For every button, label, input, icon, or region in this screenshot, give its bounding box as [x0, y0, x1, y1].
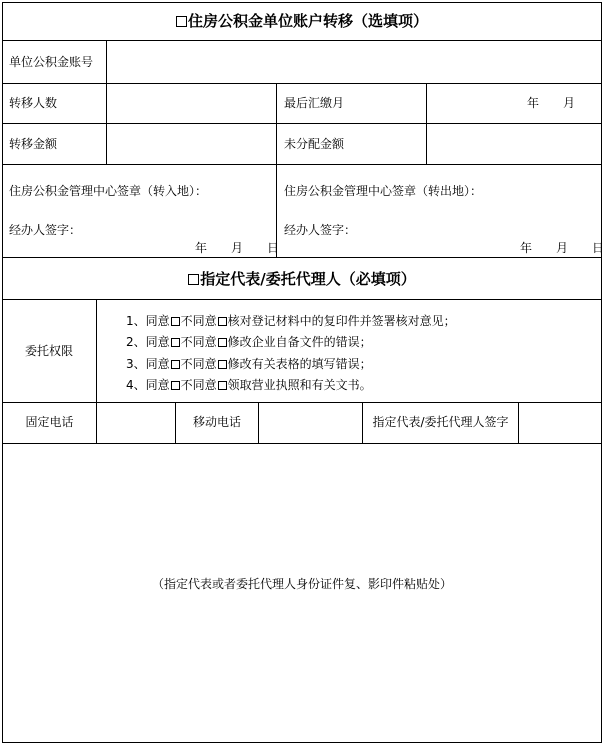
- signer-in-label: 经办人签字：: [9, 223, 82, 237]
- mobile-label: 移动电话: [192, 415, 241, 429]
- last-month-label: 最后汇缴月: [284, 96, 345, 110]
- item-number: 3、: [126, 357, 146, 371]
- agree-checkbox[interactable]: [171, 360, 180, 369]
- signature-field[interactable]: [519, 403, 601, 443]
- date-out: 年 月 日: [520, 241, 604, 255]
- divider: [2, 83, 602, 84]
- authority-item-1: [126, 314, 456, 328]
- section1-checkbox[interactable]: [176, 16, 187, 27]
- authority-item-2: [126, 335, 372, 349]
- id-paste-note: （指定代表或者委托代理人身份证件复、影印件粘贴处）: [151, 577, 452, 591]
- transfer-amount-label: 转移金额: [9, 137, 58, 151]
- signature-label: 指定代表/委托代理人签字: [372, 415, 509, 429]
- authority-item-3: [126, 357, 372, 371]
- border-right: [601, 2, 602, 743]
- divider: [276, 83, 277, 257]
- section1-title-text: 住房公积金单位账户转移（选填项）: [187, 12, 428, 30]
- section2-title-text: 指定代表/委托代理人（必填项）: [200, 270, 416, 288]
- item-number: 4、: [126, 378, 146, 392]
- item-number: 1、: [126, 314, 146, 328]
- mobile-field[interactable]: [259, 403, 362, 443]
- item-text: 修改有关表格的填写错误；: [227, 357, 372, 371]
- section1-title: [0, 11, 604, 31]
- item-number: 2、: [126, 335, 146, 349]
- disagree-label: 不同意: [180, 378, 217, 392]
- disagree-checkbox[interactable]: [218, 381, 227, 390]
- agree-checkbox[interactable]: [171, 381, 180, 390]
- transfer-amount-field[interactable]: [107, 124, 276, 164]
- authority-label: 委托权限: [25, 344, 74, 358]
- agree-label: 同意: [145, 357, 170, 371]
- signer-out-label: 经办人签字：: [284, 223, 357, 237]
- disagree-label: 不同意: [180, 357, 217, 371]
- transfer-count-label: 转移人数: [9, 96, 58, 110]
- unallocated-label: 未分配金额: [284, 137, 345, 151]
- divider: [2, 299, 602, 300]
- divider: [2, 164, 602, 165]
- date-in: 年 月 日: [195, 241, 280, 255]
- agree-checkbox[interactable]: [171, 338, 180, 347]
- transfer-count-field[interactable]: [107, 84, 276, 123]
- agree-checkbox[interactable]: [171, 317, 180, 326]
- agree-label: 同意: [145, 378, 170, 392]
- disagree-label: 不同意: [180, 314, 217, 328]
- agree-label: 同意: [145, 314, 170, 328]
- section2-title: [0, 269, 604, 289]
- disagree-label: 不同意: [180, 335, 217, 349]
- section2-checkbox[interactable]: [188, 274, 199, 285]
- agree-label: 同意: [145, 335, 170, 349]
- landline-field[interactable]: [97, 403, 175, 443]
- last-month-date: 年 月: [527, 96, 576, 110]
- id-paste-area[interactable]: [3, 444, 601, 742]
- landline-label: 固定电话: [25, 415, 74, 429]
- disagree-checkbox[interactable]: [218, 338, 227, 347]
- border-bottom: [2, 742, 602, 743]
- disagree-checkbox[interactable]: [218, 360, 227, 369]
- disagree-checkbox[interactable]: [218, 317, 227, 326]
- item-text: 领取营业执照和有关文书。: [227, 378, 372, 392]
- unallocated-field[interactable]: [427, 124, 601, 164]
- authority-item-4: [126, 378, 372, 392]
- account-field[interactable]: [107, 41, 601, 83]
- seal-out-label: 住房公积金管理中心签章（转出地）：: [284, 184, 483, 198]
- account-label: 单位公积金账号: [9, 55, 94, 69]
- seal-in-label: 住房公积金管理中心签章（转入地）：: [9, 184, 208, 198]
- border-top: [2, 2, 602, 3]
- item-text: 修改企业自备文件的错误；: [227, 335, 372, 349]
- divider: [2, 257, 602, 258]
- item-text: 核对登记材料中的复印件并签署核对意见；: [227, 314, 456, 328]
